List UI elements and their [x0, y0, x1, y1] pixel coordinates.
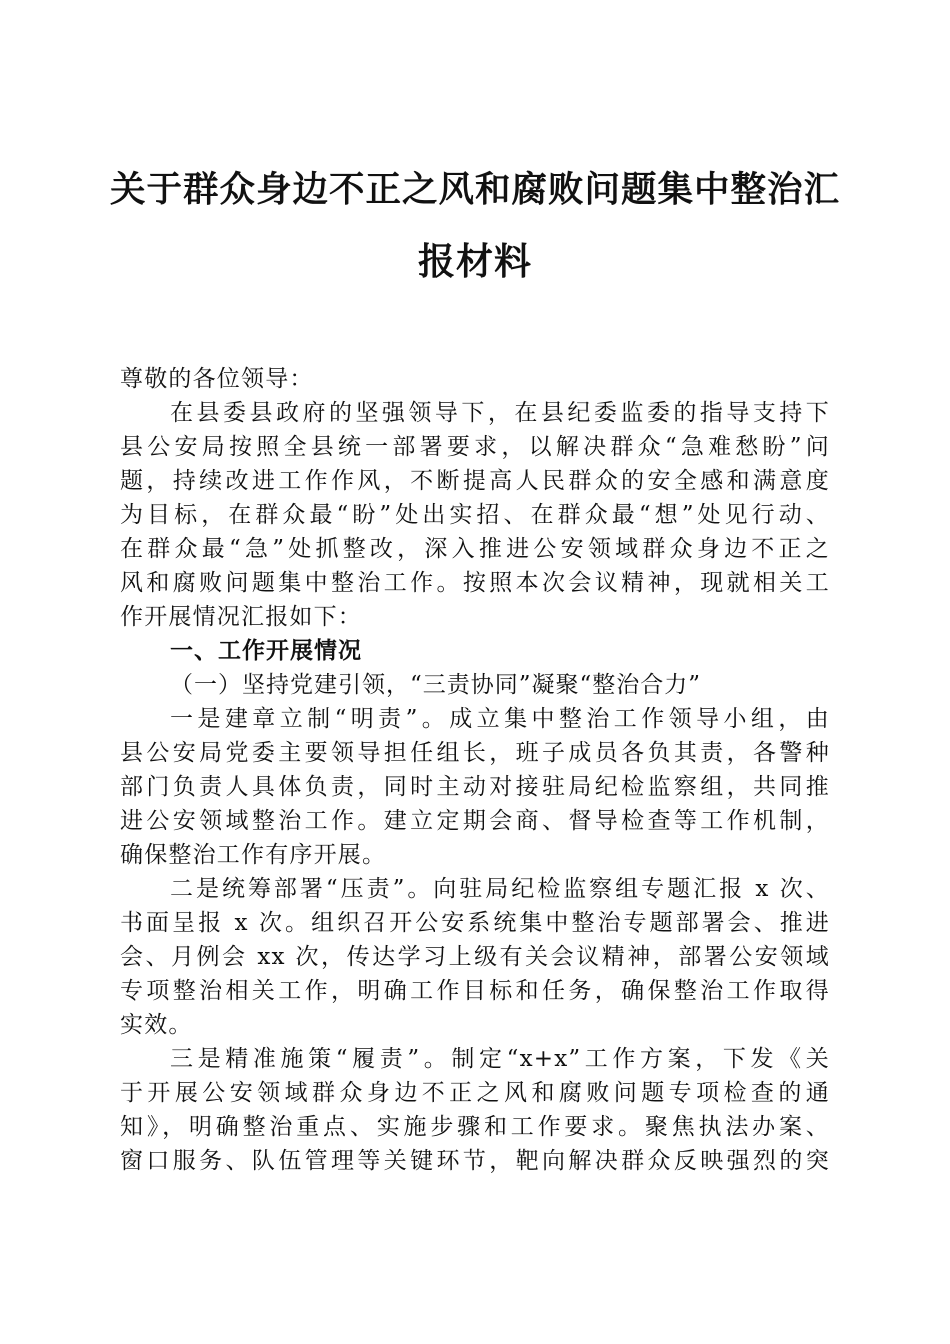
document-title-line-1: 关于群众身边不正之风和腐败问题集中整治汇: [110, 169, 841, 210]
paragraph-line: 题，持续改进工作作风，不断提高人民群众的安全感和满意度: [120, 468, 830, 494]
paragraph-line: 窗口服务、队伍管理等关键环节，靶向解决群众反映强烈的突: [120, 1148, 830, 1174]
subsection-heading: （一）坚持党建引领，“三责协同”凝聚“整治合力”: [170, 672, 702, 698]
salutation: 尊敬的各位领导：: [120, 366, 314, 392]
paragraph-line: 知》，明确整治重点、实施步骤和工作要求。聚焦执法办案、: [120, 1114, 830, 1140]
section-heading: 一、工作开展情况: [170, 638, 362, 664]
document-body: [120, 362, 830, 1178]
paragraph-line: 风和腐败问题集中整治工作。按照本次会议精神，现就相关工: [120, 570, 830, 596]
paragraph-line: 会、月例会 xx 次，传达学习上级有关会议精神，部署公安领域: [120, 944, 830, 970]
paragraph-line: 书面呈报 x 次。组织召开公安系统集中整治专题部署会、推进: [120, 910, 830, 936]
paragraph-line: 于开展公安领域群众身边不正之风和腐败问题专项检查的通: [120, 1080, 830, 1106]
paragraph-line: 进公安领域整治工作。建立定期会商、督导检查等工作机制，: [120, 808, 830, 834]
paragraph-line: 在县委县政府的坚强领导下，在县纪委监委的指导支持下: [170, 400, 830, 426]
paragraph-line: 二是统筹部署“压责”。向驻局纪检监察组专题汇报 x 次、: [170, 876, 830, 902]
document-title-line-2: 报材料: [418, 240, 532, 283]
paragraph-line: 三是精准施策“履责”。制定“x+x”工作方案，下发《关: [170, 1046, 830, 1072]
paragraph-line: 一是建章立制“明责”。成立集中整治工作领导小组，由: [170, 706, 830, 732]
paragraph-line: 实效。: [120, 1012, 193, 1038]
paragraph-line: 为目标，在群众最“盼”处出实招、在群众最“想”处见行动、: [120, 502, 830, 528]
paragraph-line: 作开展情况汇报如下：: [120, 604, 362, 630]
paragraph-line: 部门负责人具体负责，同时主动对接驻局纪检监察组，共同推: [120, 774, 830, 800]
paragraph-line: 在群众最“急”处抓整改，深入推进公安领域群众身边不正之: [120, 536, 830, 562]
paragraph-line: 专项整治相关工作，明确工作目标和任务，确保整治工作取得: [120, 978, 830, 1004]
paragraph-line: 确保整治工作有序开展。: [120, 842, 387, 868]
paragraph-line: 县公安局按照全县统一部署要求，以解决群众“急难愁盼”问: [120, 434, 830, 460]
paragraph-line: 县公安局党委主要领导担任组长，班子成员各负其责，各警种: [120, 740, 830, 766]
